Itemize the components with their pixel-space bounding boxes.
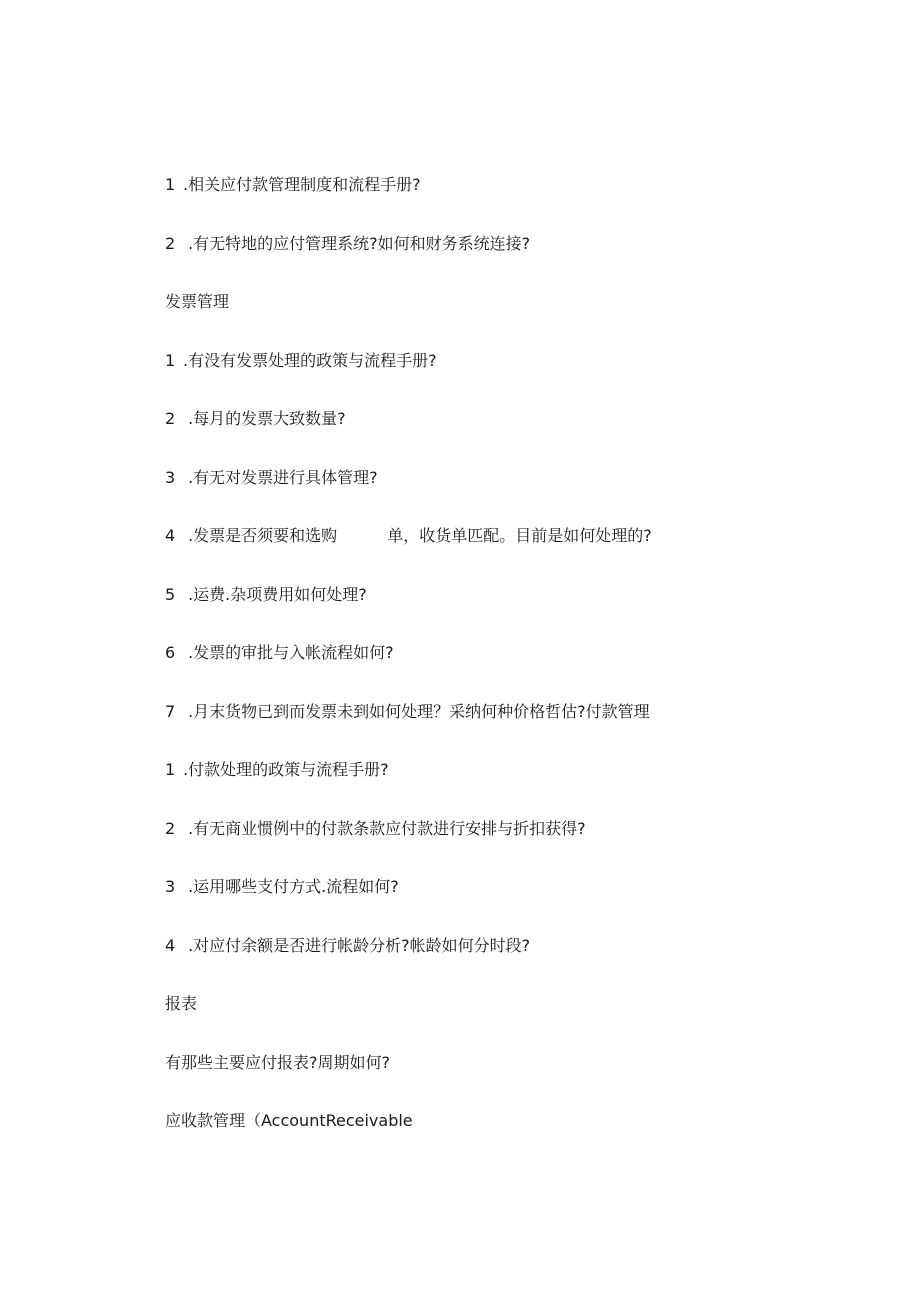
payment-question-4	[165, 935, 530, 957]
item-text: .有无商业惯例中的付款条款应付款进行安排与折扣获得?	[183, 819, 586, 838]
section-heading-reports	[165, 993, 197, 1015]
ap-question-1	[165, 174, 421, 196]
invoice-question-6	[165, 642, 394, 664]
heading-text: 应收款管理（AccountReceivable	[165, 1111, 413, 1130]
invoice-question-2	[165, 408, 346, 430]
item-number: 2	[165, 409, 176, 428]
item-text: 有那些主要应付报表?周期如何?	[165, 1053, 390, 1072]
section-heading-invoice	[165, 291, 229, 313]
payment-question-2	[165, 818, 586, 840]
item-text: .付款处理的政策与流程手册?	[183, 760, 389, 779]
item-text: .每月的发票大致数量?	[183, 409, 346, 428]
ap-question-2	[165, 233, 530, 255]
item-number: 3	[165, 468, 176, 487]
item-text: .运用哪些支付方式.流程如何?	[183, 877, 399, 896]
invoice-question-3	[165, 467, 378, 489]
item-number: 4	[165, 936, 176, 955]
item-number: 1	[165, 175, 176, 194]
item-number: 7	[165, 702, 176, 721]
item-text: .对应付余额是否进行帐龄分析?帐龄如何分时段?	[183, 936, 531, 955]
heading-text: 发票管理	[165, 292, 230, 311]
invoice-question-1	[165, 350, 437, 372]
invoice-question-4	[165, 525, 652, 547]
item-number: 1	[165, 351, 176, 370]
item-number: 2	[165, 234, 176, 253]
section-heading-receivables	[165, 1110, 413, 1132]
item-number: 4	[165, 526, 176, 545]
invoice-question-7	[165, 701, 650, 723]
item-text: .相关应付款管理制度和流程手册?	[183, 175, 421, 194]
item-text: .月末货物已到而发票未到如何处理？采纳何种价格哲估?付款管理	[183, 702, 650, 721]
payment-question-3	[165, 876, 399, 898]
item-number: 3	[165, 877, 176, 896]
reports-question	[165, 1052, 390, 1074]
item-number: 1	[165, 760, 176, 779]
item-text: .发票是否须要和选购	[183, 526, 338, 545]
invoice-question-5	[165, 584, 367, 606]
heading-text: 报表	[165, 994, 198, 1013]
item-text: .有没有发票处理的政策与流程手册?	[183, 351, 437, 370]
item-text: .有无特地的应付管理系统?如何和财务系统连接?	[183, 234, 531, 253]
item-text: .发票的审批与入帐流程如何?	[183, 643, 394, 662]
item-text-continued: 单，收货单匹配。目前是如何处理的?	[387, 526, 652, 545]
item-text: .运费.杂项费用如何处理?	[183, 585, 367, 604]
item-text: .有无对发票进行具体管理?	[183, 468, 378, 487]
item-number: 2	[165, 819, 176, 838]
item-number: 5	[165, 585, 176, 604]
item-number: 6	[165, 643, 176, 662]
payment-question-1	[165, 759, 389, 781]
